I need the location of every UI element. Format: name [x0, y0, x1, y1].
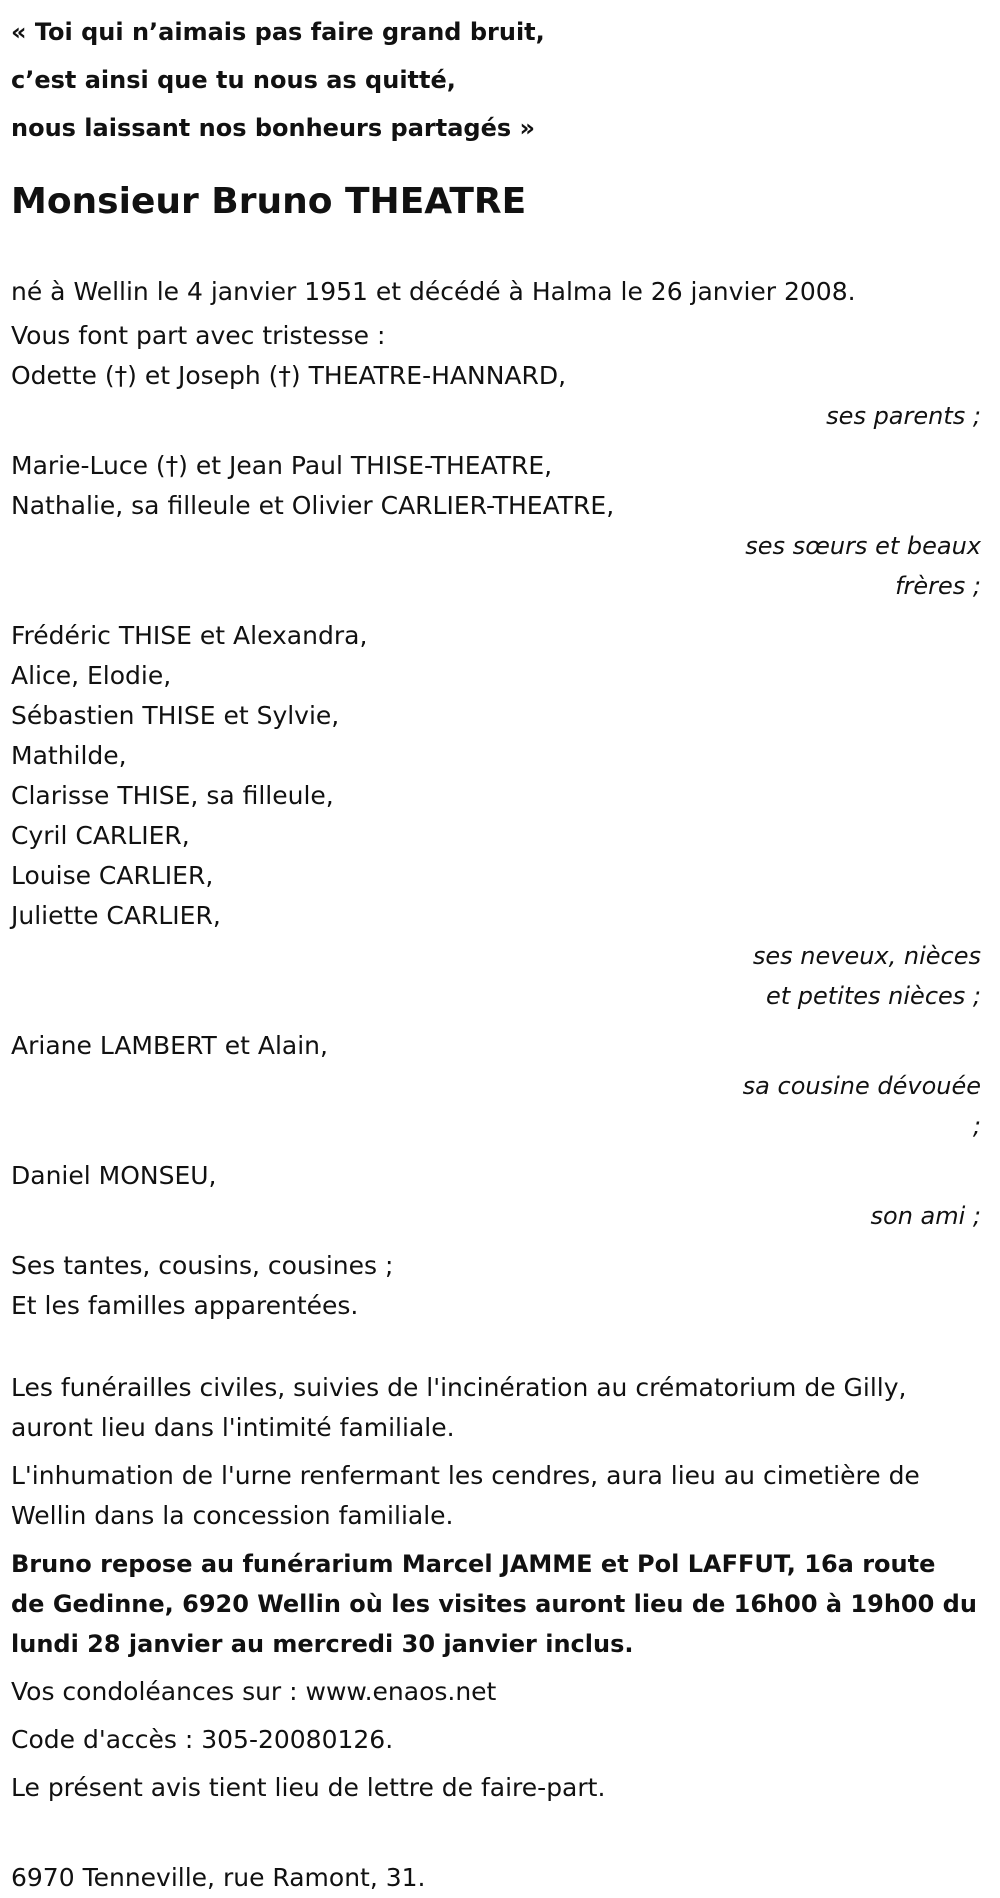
- obituary-notice: [11, 0, 991, 1898]
- other-relatives-line: Ses tantes, cousins, cousines ;: [11, 1251, 394, 1280]
- visits-paragraph: [11, 1544, 991, 1664]
- family-group-nephews: [11, 616, 991, 1016]
- relation-label: ses parents ;: [826, 402, 981, 430]
- relation-label: frères ;: [895, 572, 981, 600]
- relation-label: sa cousine dévouée: [742, 1072, 981, 1100]
- epigraph-line: « Toi qui n’aimais pas faire grand bruit,: [11, 18, 545, 46]
- intro-line: Vous font part avec tristesse :: [11, 321, 386, 350]
- family-name-line: Louise CARLIER,: [11, 861, 214, 890]
- funeral-paragraph: [11, 1368, 991, 1448]
- birth-death-line: né à Wellin le 4 janvier 1951 et décédé à Halma le 26 janvier 2008.: [11, 277, 856, 306]
- family-name-line: Sébastien THISE et Sylvie,: [11, 701, 340, 730]
- other-relatives: [11, 1246, 991, 1326]
- deceased-name: Monsieur Bruno THEATRE: [11, 181, 527, 222]
- visits-line: lundi 28 janvier au mercredi 30 janvier inclus.: [11, 1630, 634, 1658]
- family-group-parents: [11, 356, 991, 436]
- family-name-line: Juliette CARLIER,: [11, 901, 221, 930]
- other-relatives-line: Et les familles apparentées.: [11, 1291, 359, 1320]
- notice-line: Le présent avis tient lieu de lettre de faire-part.: [11, 1773, 606, 1802]
- funeral-line: Les funérailles civiles, suivies de l'incinération au crématorium de Gilly,: [11, 1373, 907, 1402]
- burial-line: Wellin dans la concession familiale.: [11, 1501, 454, 1530]
- burial-line: L'inhumation de l'urne renfermant les cendres, aura lieu au cimetière de: [11, 1461, 920, 1490]
- relation-label: ;: [972, 1112, 981, 1140]
- family-name-line: Odette (†) et Joseph (†) THEATRE-HANNARD,: [11, 361, 567, 390]
- epigraph: [11, 0, 991, 152]
- family-group-siblings: [11, 446, 991, 606]
- relation-label: ses neveux, nièces: [752, 942, 981, 970]
- family-name-line: Mathilde,: [11, 741, 127, 770]
- family-name-line: Nathalie, sa filleule et Olivier CARLIER-THEATRE,: [11, 491, 615, 520]
- family-group-cousin: [11, 1026, 991, 1146]
- burial-paragraph: [11, 1456, 991, 1536]
- epigraph-line: c’est ainsi que tu nous as quitté,: [11, 66, 456, 94]
- family-name-line: Alice, Elodie,: [11, 661, 172, 690]
- family-group-friend: [11, 1156, 991, 1236]
- funeral-line: auront lieu dans l'intimité familiale.: [11, 1413, 455, 1442]
- relation-label: et petites nièces ;: [765, 982, 981, 1010]
- family-name-line: Daniel MONSEU,: [11, 1161, 217, 1190]
- relation-label: son ami ;: [870, 1202, 981, 1230]
- access-code-line: Code d'accès : 305-20080126.: [11, 1725, 394, 1754]
- family-name-line: Frédéric THISE et Alexandra,: [11, 621, 368, 650]
- address-line: 6970 Tenneville, rue Ramont, 31.: [11, 1863, 426, 1892]
- visits-line: de Gedinne, 6920 Wellin où les visites auront lieu de 16h00 à 19h00 du: [11, 1590, 977, 1618]
- visits-line: Bruno repose au funérarium Marcel JAMME et Pol LAFFUT, 16a route: [11, 1550, 936, 1578]
- family-name-line: Ariane LAMBERT et Alain,: [11, 1031, 328, 1060]
- condolences-line: Vos condoléances sur : www.enaos.net: [11, 1677, 497, 1706]
- family-name-line: Cyril CARLIER,: [11, 821, 190, 850]
- family-name-line: Clarisse THISE, sa filleule,: [11, 781, 334, 810]
- epigraph-line: nous laissant nos bonheurs partagés »: [11, 114, 536, 142]
- family-name-line: Marie-Luce (†) et Jean Paul THISE-THEATRE,: [11, 451, 553, 480]
- relation-label: ses sœurs et beaux: [745, 532, 981, 560]
